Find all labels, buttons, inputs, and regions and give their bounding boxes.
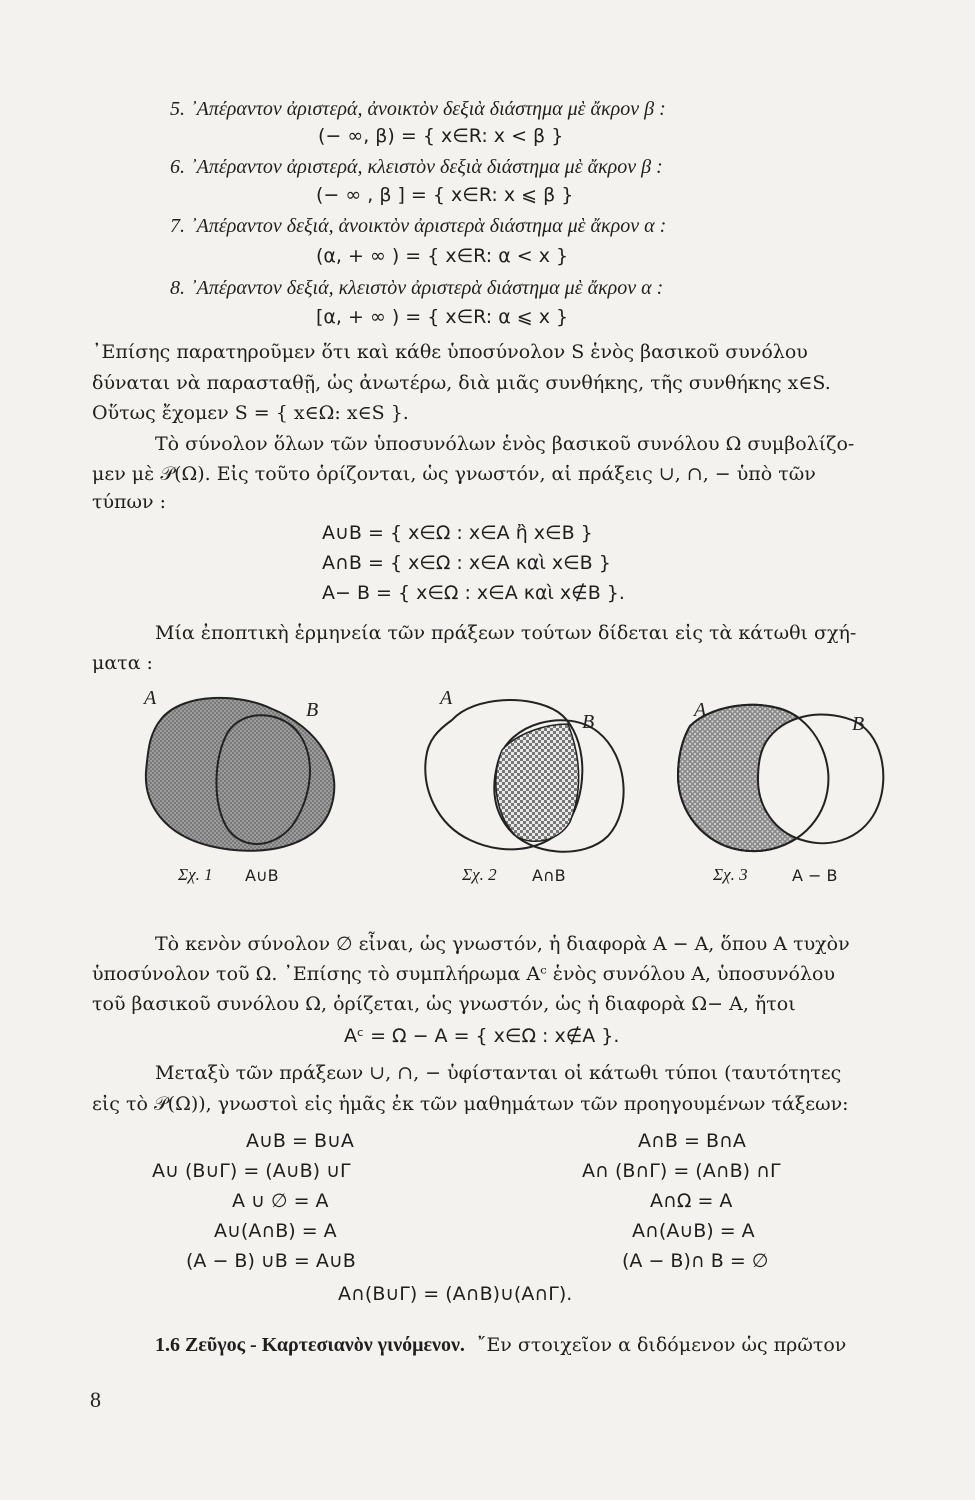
para2-line3: τύπων : bbox=[92, 491, 167, 513]
para4-line3: τοῦ βασικοῦ συνόλου Ω, ὁρίζεται, ὡς γνωστόν, ὡς ἡ διαφορὰ Ω− A, ἤτοι bbox=[92, 993, 796, 1015]
union-definition: A∪B = { x∈Ω : x∈A ἢ x∈B } bbox=[322, 522, 593, 544]
venn-difference-label-a: A bbox=[694, 699, 707, 721]
identity-left-1: A∪B = B∪A bbox=[246, 1130, 354, 1152]
section-heading-line bbox=[155, 1333, 846, 1357]
para1-line2: δύναται νὰ παρασταθῇ, ὡς ἀνωτέρω, διὰ μιᾶς συνθήκης, τῆς συνθήκης x∈S. bbox=[92, 372, 831, 394]
figure3-caption: A − B bbox=[792, 866, 838, 885]
item-6-title: 6. ᾽Απέραντον ἀριστερά, κλειστὸν δεξιὰ διάστημα μὲ ἄκρον β : bbox=[170, 156, 663, 178]
section-text: ῎Εν στοιχεῖον α διδόμενον ὡς πρῶτον bbox=[476, 1334, 847, 1356]
item-8-formula: [α, + ∞ ) = { x∈R: α ⩽ x } bbox=[316, 306, 569, 328]
venn-difference-figure bbox=[666, 680, 906, 860]
figure1-number: Σχ. 1 bbox=[178, 865, 213, 884]
identity-right-1: A∩B = B∩A bbox=[638, 1130, 746, 1152]
para5-line1: Μεταξὺ τῶν πράξεων ∪, ∩, − ὑφίστανται οἱ κάτωθι τύποι (ταυτότητες bbox=[155, 1062, 842, 1084]
para4-line2: ὑποσύνολον τοῦ Ω. ᾽Επίσης τὸ συμπλήρωμα Aᶜ ἑνὸς συνόλου A, ὑποσυνόλου bbox=[92, 963, 836, 985]
venn-difference-label-b: B bbox=[852, 713, 865, 735]
venn-union-label-a: A bbox=[144, 687, 157, 709]
item-6-formula: (− ∞ , β ] = { x∈R: x ⩽ β } bbox=[316, 184, 574, 206]
identity-left-3: A ∪ ∅ = A bbox=[232, 1190, 329, 1212]
para2-line2: μεν μὲ 𝒫(Ω). Εἰς τοῦτο ὁρίζονται, ὡς γνωστόν, αἱ πράξεις ∪, ∩, − ὑπὸ τῶν bbox=[92, 463, 816, 485]
item-7-formula: (α, + ∞ ) = { x∈R: α < x } bbox=[316, 245, 569, 267]
venn-intersection-figure bbox=[412, 680, 652, 860]
identity-right-4: A∩(A∪B) = A bbox=[632, 1220, 755, 1242]
complement-formula: Aᶜ = Ω − A = { x∈Ω : x∉A }. bbox=[344, 1025, 620, 1047]
identity-right-5: (A − B)∩ B = ∅ bbox=[622, 1250, 769, 1272]
figure2-caption: A∩B bbox=[532, 866, 566, 885]
para4-line1: Τὸ κενὸν σύνολον ∅ εἶναι, ὡς γνωστόν, ἡ διαφορὰ A − A, ὅπου A τυχὸν bbox=[155, 933, 850, 955]
venn-intersection-label-a: A bbox=[440, 687, 453, 709]
para5-line2: εἰς τὸ 𝒫(Ω)), γνωστοὶ εἰς ἡμᾶς ἐκ τῶν μαθημάτων τῶν προηγουμένων τάξεων: bbox=[92, 1093, 849, 1115]
intersection-definition: A∩B = { x∈Ω : x∈A καὶ x∈B } bbox=[322, 552, 611, 574]
identity-left-4: A∪(A∩B) = A bbox=[214, 1220, 337, 1242]
difference-definition: A− B = { x∈Ω : x∈A καὶ x∉B }. bbox=[322, 582, 625, 604]
item-8-title: 8. ᾽Απέραντον δεξιά, κλειστὸν ἀριστερὰ διάστημα μὲ ἄκρον α : bbox=[170, 277, 664, 299]
para1-line1: ᾽Επίσης παρατηροῦμεν ὅτι καὶ κάθε ὑποσύνολον S ἑνὸς βασικοῦ συνόλου bbox=[92, 341, 808, 363]
item-5-title: 5. ᾽Απέραντον ἀριστερά, ἀνοικτὸν δεξιὰ διάστημα μὲ ἄκρον β : bbox=[170, 98, 666, 120]
para3-line1: Μία ἐποπτικὴ ἑρμηνεία τῶν πράξεων τούτων δίδεται εἰς τὰ κάτωθι σχή- bbox=[155, 622, 857, 644]
identity-left-5: (A − B) ∪B = A∪B bbox=[186, 1250, 356, 1272]
figure3-number: Σχ. 3 bbox=[713, 865, 748, 884]
identity-right-2: A∩ (B∩Γ) = (A∩B) ∩Γ bbox=[582, 1160, 781, 1182]
venn-union-figure bbox=[130, 680, 370, 860]
para2-line1: Τὸ σύνολον ὅλων τῶν ὑποσυνόλων ἑνὸς βασικοῦ συνόλου Ω συμβολίζο- bbox=[155, 433, 855, 455]
para3-line2: ματα : bbox=[92, 652, 153, 674]
venn-union-label-b: B bbox=[306, 699, 319, 721]
venn-intersection-label-b: B bbox=[582, 711, 595, 733]
item-7-title: 7. ᾽Απέραντον δεξιά, ἀνοικτὸν ἀριστερὰ διάστημα μὲ ἄκρον α : bbox=[170, 215, 667, 237]
venn-difference-set-b bbox=[758, 715, 883, 844]
item-5-formula: (− ∞, β) = { x∈R: x < β } bbox=[318, 125, 564, 147]
identity-right-3: A∩Ω = A bbox=[650, 1190, 733, 1212]
figure1-caption: A∪B bbox=[245, 866, 279, 885]
para1-line3: Οὕτως ἔχομεν S = { x∈Ω: x∈S }. bbox=[92, 402, 409, 424]
identity-distributive: A∩(B∪Γ) = (A∩B)∪(A∩Γ). bbox=[338, 1283, 573, 1305]
section-heading: 1.6 Ζεῦγος - Καρτεσιανὸν γινόμενον. bbox=[155, 1334, 465, 1356]
page-number: 8 bbox=[90, 1387, 101, 1412]
identity-left-2: A∪ (B∪Γ) = (A∪B) ∪Γ bbox=[152, 1160, 351, 1182]
figure2-number: Σχ. 2 bbox=[462, 865, 497, 884]
